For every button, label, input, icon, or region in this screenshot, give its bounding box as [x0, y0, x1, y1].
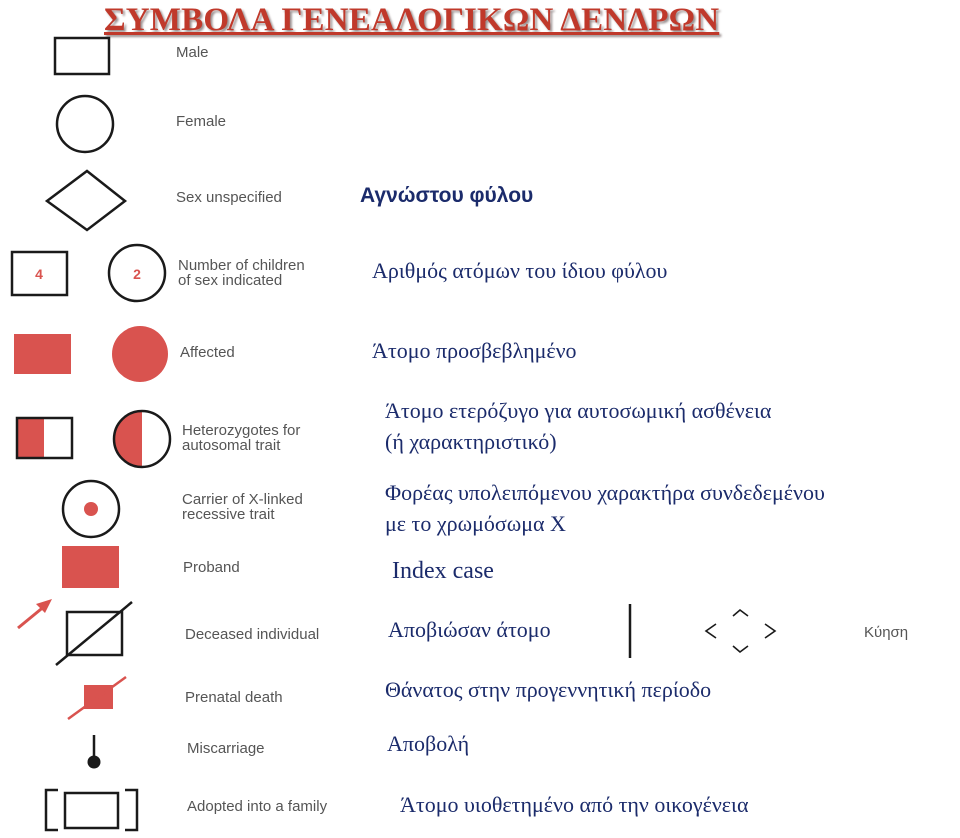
- label-number-children-1: Number of children: [178, 257, 305, 274]
- label-female: Female: [176, 113, 227, 130]
- male-square-icon: [55, 38, 109, 74]
- greek-carrier-1: Φορέας υπολειπόμενου χαρακτήρα συνδεδεμένου: [385, 480, 825, 505]
- greek-carrier-2: με το χρωμόσωμα Χ: [385, 511, 566, 536]
- label-carrier-1: Carrier of X-linked: [182, 491, 303, 508]
- greek-affected: Άτομο προσβεβλημένο: [372, 338, 577, 363]
- label-adopted: Adopted into a family: [187, 798, 328, 815]
- prenatal-death-slash-line: [68, 677, 126, 719]
- label-miscarriage: Miscarriage: [187, 740, 265, 757]
- label-prenatal-death: Prenatal death: [185, 689, 283, 706]
- affected-square-icon: [14, 334, 71, 374]
- carrier-dot-icon: [84, 502, 98, 516]
- greek-miscarriage: Αποβολή: [387, 731, 470, 756]
- label-number-children-2: of sex indicated: [178, 272, 283, 289]
- greek-prenatal-death: Θάνατος στην προγεννητική περίοδο: [385, 677, 712, 702]
- adopted-square-icon: [65, 793, 118, 828]
- label-affected: Affected: [180, 344, 235, 361]
- heterozygote-square-fill: [17, 418, 44, 458]
- label-heterozygotes-2: autosomal trait: [182, 437, 281, 454]
- miscarriage-dot-icon: [88, 756, 101, 769]
- label-sex-unspecified: Sex unspecified: [176, 189, 282, 206]
- label-male: Male: [176, 44, 209, 61]
- label-carrier-2: recessive trait: [182, 506, 275, 523]
- pregnancy-broken-diamond-icon: [706, 610, 775, 652]
- label-deceased: Deceased individual: [185, 626, 320, 643]
- greek-adopted: Άτομο υιοθετημένο από την οικογένεια: [400, 792, 749, 817]
- label-proband: Proband: [183, 559, 240, 576]
- greek-sex-unspecified: Αγνώστου φύλου: [360, 184, 534, 207]
- page-title: ΣΥΜΒΟΛΑ ΓΕΝΕΑΛΟΓΙΚΩΝ ΔΕΝΔΡΩΝ: [104, 2, 720, 38]
- greek-deceased: Αποβιώσαν άτομο: [388, 617, 551, 642]
- greek-heterozygotes-1: Άτομο ετερόζυγο για αυτοσωμική ασθένεια: [385, 398, 772, 423]
- greek-proband: Index case: [392, 558, 494, 584]
- heterozygote-circle-fill: [114, 411, 142, 467]
- adopted-left-bracket-icon: [46, 790, 58, 830]
- affected-circle-icon: [112, 326, 168, 382]
- label-pregnancy: Κύηση: [864, 624, 909, 641]
- label-heterozygotes-1: Heterozygotes for: [182, 422, 301, 439]
- adopted-right-bracket-icon: [125, 790, 137, 830]
- female-circle-icon: [57, 96, 113, 152]
- proband-square-icon: [62, 546, 119, 588]
- diamond-icon: [47, 171, 125, 230]
- greek-heterozygotes-2: (ή χαρακτηριστικό): [385, 429, 557, 454]
- circle-number-label: 2: [133, 266, 141, 282]
- square-number-label: 4: [35, 266, 43, 282]
- greek-number-children: Αριθμός ατόμων του ίδιου φύλου: [372, 258, 668, 283]
